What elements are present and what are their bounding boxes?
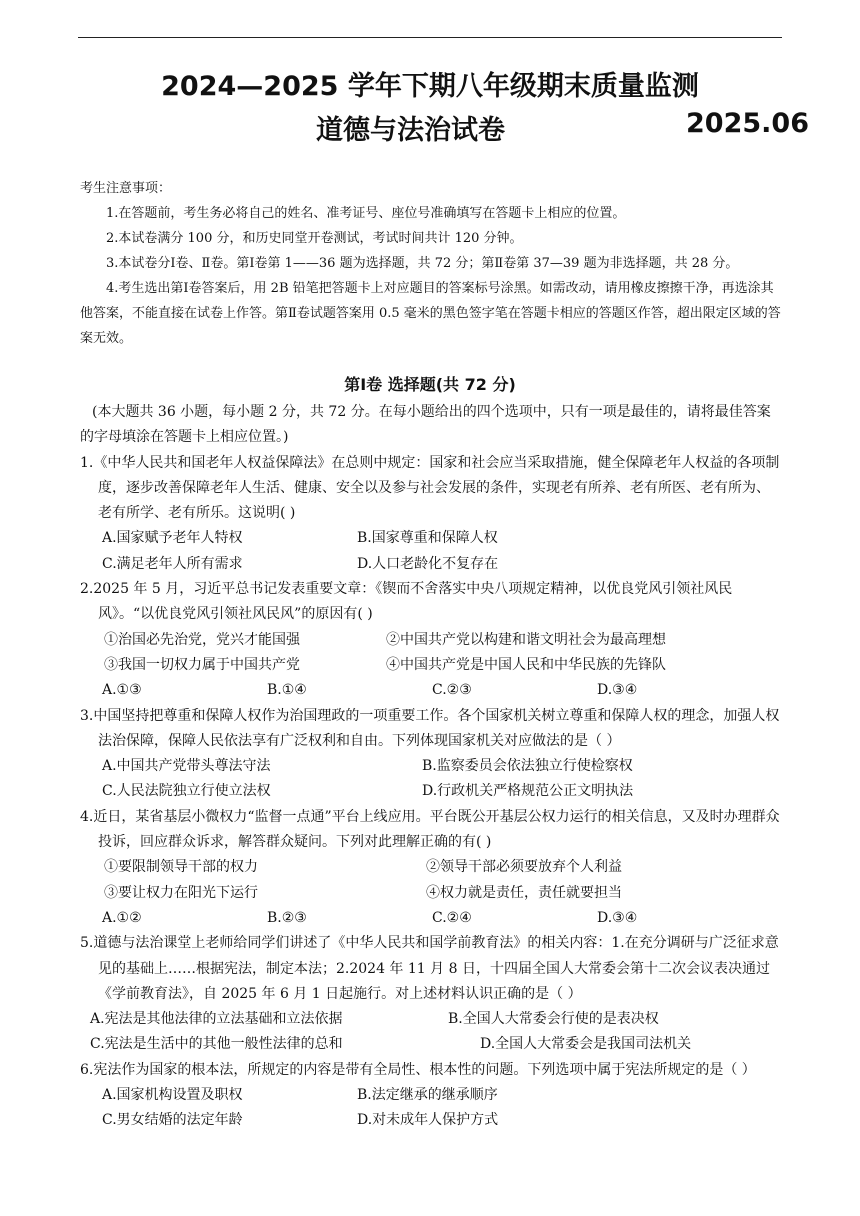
option: A.国家机构设置及职权 xyxy=(102,1087,243,1104)
option: C.②④ xyxy=(432,909,472,926)
statement: ④权力就是责任，责任就要担当 xyxy=(426,884,622,901)
option: D.③④ xyxy=(597,682,638,699)
note-item: 2.本试卷满分 100 分，和历史同堂开卷测试，考试时间共计 120 分钟。 xyxy=(106,231,523,246)
option: C.宪法是生活中的其他一般性法律的总和 xyxy=(90,1036,343,1053)
question-stem: 2.2025 年 5 月，习近平总书记发表重要文章：《锲而不舍落实中央八项规定精神，以优良党风引领社风民风》。“以优良党风引领社风民风”的原因有( ) xyxy=(80,581,733,623)
question-stem: 4.近日，某省基层小微权力“监督一点通”平台上线应用。平台既公开基层公权力运行的相关信息，又及时办理群众投诉，回应群众诉求，解答群众疑问。下列对此理解正确的有( ) xyxy=(80,808,780,851)
options-row xyxy=(80,678,782,703)
option: B.法定继承的继承顺序 xyxy=(357,1087,498,1104)
notes-heading: 考生注意事项： xyxy=(80,181,172,196)
option: D.人口老龄化不复存在 xyxy=(357,555,499,572)
option: D.全国人大常委会是我国司法机关 xyxy=(480,1036,692,1053)
option: A.国家赋予老年人特权 xyxy=(102,530,243,547)
statement: ②领导干部必须要放弃个人利益 xyxy=(426,859,622,876)
section-intro: (本大题共 36 小题，每小题 2 分，共 72 分。在每小题给出的四个选项中，只有一项是最佳的，请将最佳答案的字母填涂在答题卡上相应位置。) xyxy=(80,404,771,446)
question-stem: 6.宪法作为国家的根本法，所规定的内容是带有全局性、根本性的问题。下列选项中属于宪法所规定的是（ ） xyxy=(80,1061,756,1078)
option: C.②③ xyxy=(432,682,472,699)
exam-title: 2024—2025 学年下期八年级期末质量监测 xyxy=(161,71,699,102)
options-row xyxy=(80,906,782,931)
note-item: 3.本试卷分Ⅰ卷、Ⅱ卷。第Ⅰ卷第 1——36 题为选择题，共 72 分；第Ⅱ卷第 37—39 题为非选择题，共 28 分。 xyxy=(106,256,739,271)
options-row xyxy=(80,1108,782,1133)
options-row xyxy=(80,526,782,551)
statement: ①治国必先治党，党兴才能国强 xyxy=(104,631,300,648)
statements-row xyxy=(80,653,782,678)
question-stem: 5.道德与法治课堂上老师给同学们讲述了《中华人民共和国学前教育法》的相关内容：1.在充分调研与广泛征求意见的基础上……根据宪法，制定本法；2.2024 年 11 月 8 日，十四届全国人大常委会第十二次会议表决通过《学前教育法》，自 2025 年 6 月 1 日起施行。对上述材料认识正确的是（ ） xyxy=(80,935,779,1002)
statement: ④中国共产党是中国人民和中华民族的先锋队 xyxy=(386,656,666,673)
option: C.满足老年人所有需求 xyxy=(102,555,243,572)
note-item: 1.在答题前，考生务必将自己的姓名、准考证号、座位号准确填写在答题卡上相应的位置。 xyxy=(106,206,626,221)
question-stem: 1.《中华人民共和国老年人权益保障法》在总则中规定：国家和社会应当采取措施，健全保障老年人权益的各项制度，逐步改善保障老年人生活、健康、安全以及参与社会发展的条件，实现老有所养、老有所医、老有所为、老有所学、老有所乐。这说明( ) xyxy=(80,454,780,522)
option: D.③④ xyxy=(597,909,638,926)
notes-block xyxy=(80,176,782,351)
statements-row xyxy=(80,628,782,653)
option: D.行政机关严格规范公正文明执法 xyxy=(422,783,634,800)
statement: ②中国共产党以构建和谐文明社会为最高理想 xyxy=(386,631,666,648)
option: B.①④ xyxy=(267,682,307,699)
statement: ①要限制领导干部的权力 xyxy=(104,859,258,876)
statements-row xyxy=(80,855,782,880)
question-stem: 3.中国坚持把尊重和保障人权作为治国理政的一项重要工作。各个国家机关树立尊重和保障人权的理念，加强人权法治保障，保障人民依法享有广泛权利和自由。下列体现国家机关对应做法的是（ ） xyxy=(80,707,780,749)
option: A.①② xyxy=(102,909,142,926)
options-row xyxy=(80,779,782,804)
exam-subject: 道德与法治试卷 xyxy=(316,115,505,146)
statement: ③要让权力在阳光下运行 xyxy=(104,884,258,901)
statement: ③我国一切权力属于中国共产党 xyxy=(104,656,300,673)
option: B.②③ xyxy=(267,909,307,926)
questions-block xyxy=(80,400,782,1134)
top-rule xyxy=(78,37,782,38)
options-row xyxy=(80,1083,782,1108)
options-row xyxy=(80,552,782,577)
options-row xyxy=(80,754,782,779)
option: A.中国共产党带头尊法守法 xyxy=(102,758,271,775)
option: B.全国人大常委会行使的是表决权 xyxy=(448,1011,659,1028)
statements-row xyxy=(80,881,782,906)
section-title: 第Ⅰ卷 选择题(共 72 分) xyxy=(344,375,516,394)
option: C.男女结婚的法定年龄 xyxy=(102,1112,243,1129)
options-row xyxy=(80,1007,782,1032)
option: B.监察委员会依法独立行使检察权 xyxy=(422,758,633,775)
option: A.宪法是其他法律的立法基础和立法依据 xyxy=(90,1011,343,1028)
options-row xyxy=(80,1032,782,1057)
option: B.国家尊重和保障人权 xyxy=(357,530,498,547)
option: D.对未成年人保护方式 xyxy=(357,1112,499,1129)
option: C.人民法院独立行使立法权 xyxy=(102,783,271,800)
option: A.①③ xyxy=(102,682,142,699)
exam-date: 2025.06 xyxy=(686,108,809,139)
note-item: 4.考生选出第Ⅰ卷答案后，用 2B 铅笔把答题卡上对应题目的答案标号涂黑。如需改动，请用橡皮擦擦干净，再选涂其他答案，不能直接在试卷上作答。第Ⅱ卷试题答案用 0.5 毫米的黑色签字笔在答题卡相应的答题区作答，超出限定区域的答案无效。 xyxy=(80,281,781,346)
